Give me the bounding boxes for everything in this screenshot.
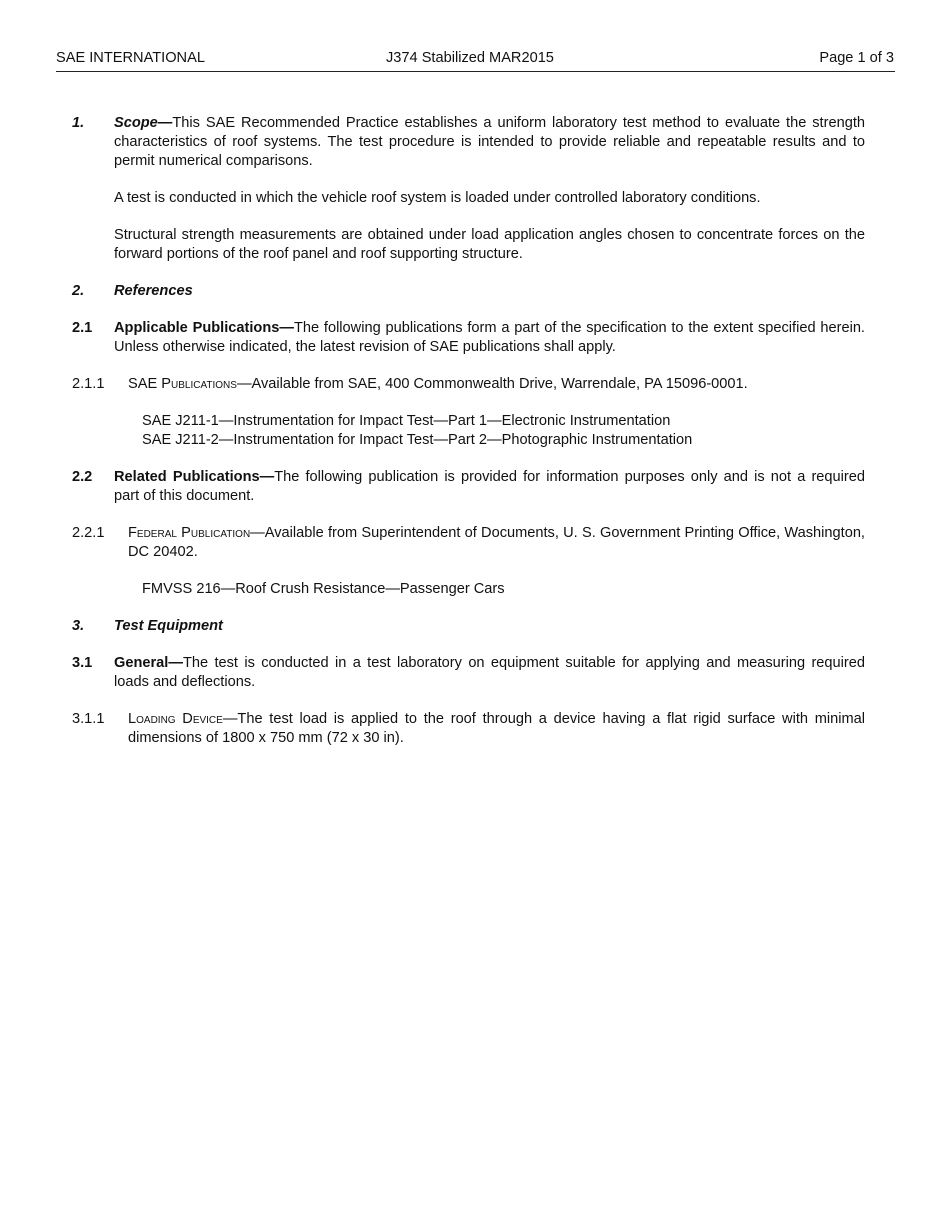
section-text [114,468,865,506]
section-body: —Available from SAE, 400 Commonwealth Drive, Warrendale, PA 15096-0001. [236,376,748,392]
header-organization: SAE INTERNATIONAL [56,50,205,66]
section-number: 1. [72,115,85,131]
section-text [114,114,865,171]
page-header [56,49,895,72]
section-heading: Test Equipment [114,618,223,634]
section-runin-heading: Related Publications— [114,469,275,485]
section-number: 2.2 [72,469,93,485]
section-runin-heading: SAE Publications [128,376,237,392]
paragraph-text: Structural strength measurements are obtained under load application angles chosen to concentrate forces on the forward portions of the roof panel and roof supporting structure. [114,227,865,262]
section-heading-wrap [114,617,865,636]
section-body: —Available from Superintendent of Documents, U. S. Government Printing Office, Washington, DC 20402. [128,525,865,560]
section-body: The following publication is provided for information purposes only and is not a required part of this document. [114,469,865,504]
section-loading-device [0,710,950,748]
section-test-equipment [0,617,950,636]
section-text [128,710,865,748]
scope-paragraph-2 [0,189,950,208]
section-number: 3.1 [72,655,93,671]
section-number: 3.1.1 [72,711,105,727]
section-number: 2. [72,283,85,299]
section-number: 2.1.1 [72,376,105,392]
section-text [114,654,865,692]
section-number: 2.1 [72,320,93,336]
section-applicable-publications [0,319,950,357]
section-body: This SAE Recommended Practice establishes a uniform laboratory test method to evaluate the strength characteristics of roof systems. The test procedure is intended to provide reliable and repeatable results and to permit numerical comparisons. [114,115,865,169]
list-item: SAE J211-2—Instrumentation for Impact Test—Part 2—Photographic Instrumentation [142,432,693,448]
header-document-id: J374 Stabilized MAR2015 [386,50,554,66]
paragraph-text: A test is conducted in which the vehicle roof system is loaded under controlled laboratory conditions. [114,190,761,206]
section-related-publications [0,468,950,506]
section-runin-heading: Applicable Publications— [114,320,294,336]
section-scope [0,114,950,171]
list-item: FMVSS 216—Roof Crush Resistance—Passenger Cars [142,581,505,597]
section-runin-heading: Federal Publication [128,525,251,541]
section-number: 2.2.1 [72,525,105,541]
section-runin-heading: Scope— [114,115,173,131]
section-text [128,524,865,562]
section-number: 3. [72,618,85,634]
section-body: —The test load is applied to the roof through a device having a flat rigid surface with minimal dimensions of 1800 x 750 mm (72 x 30 in). [128,711,865,746]
list-item: SAE J211-1—Instrumentation for Impact Test—Part 1—Electronic Instrumentation [142,413,671,429]
section-heading-wrap [114,282,865,301]
section-runin-heading: General— [114,655,183,671]
document-body [0,114,950,766]
section-runin-heading: Loading Device [128,711,223,727]
federal-publication-list [142,580,865,599]
section-text [128,375,865,394]
section-general [0,654,950,692]
section-body: The test is conducted in a test laboratory on equipment suitable for applying and measuring required loads and deflections. [114,655,865,690]
scope-paragraph-3 [0,226,950,264]
sae-publication-list [142,412,865,450]
section-sae-publications [0,375,950,394]
section-text [114,319,865,357]
section-body: The following publications form a part of the specification to the extent specified herein. Unless otherwise indicated, the latest revision of SAE publications shall apply. [114,320,865,355]
section-references [0,282,950,301]
header-page-number: Page 1 of 3 [819,50,894,66]
section-heading: References [114,283,193,299]
section-federal-publication [0,524,950,562]
